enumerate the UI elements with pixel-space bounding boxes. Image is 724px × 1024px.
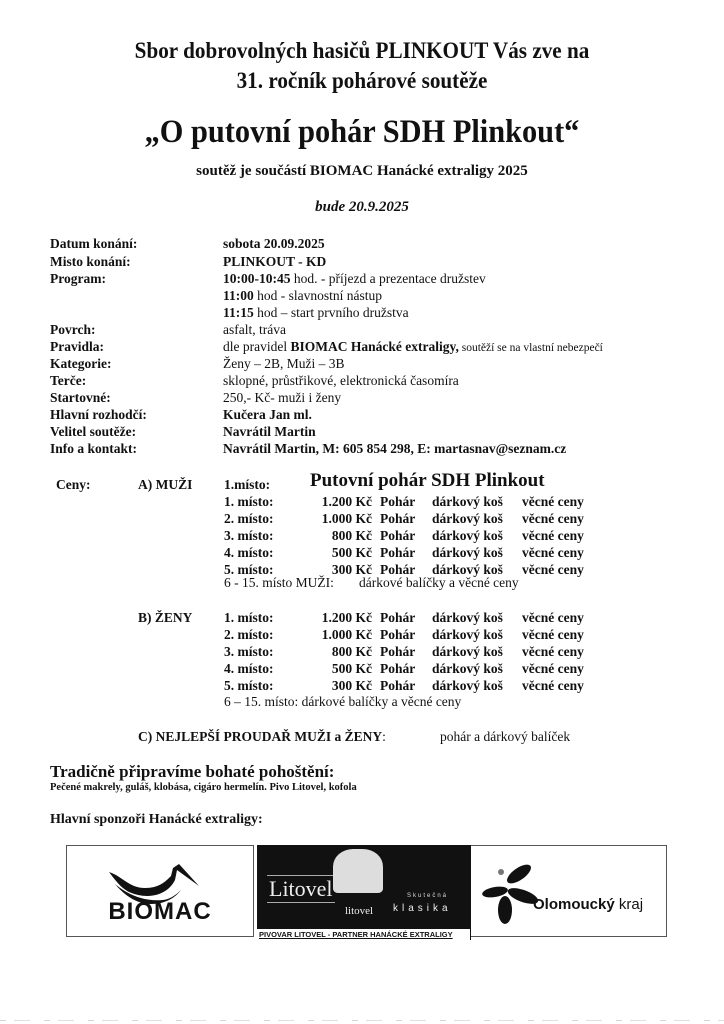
- prize-cup: Pohár: [380, 644, 416, 659]
- program-item: [223, 271, 486, 287]
- prize-gifts: věcné ceny: [522, 610, 584, 625]
- detail-value: Navrátil Martin: [223, 424, 316, 439]
- prize-gifts: věcné ceny: [522, 661, 584, 676]
- program-time: 11:15: [223, 305, 254, 320]
- program-item: [223, 305, 409, 321]
- prizes-label: Ceny:: [56, 477, 91, 492]
- olomouc-bold: Olomoucký: [533, 896, 615, 913]
- prize-place: 3. místo:: [224, 644, 274, 659]
- event-title: „O putovní pohár SDH Plinkout“: [144, 114, 580, 150]
- prize-amount: 500 Kč: [331, 661, 372, 676]
- prize-amount: 1.000 Kč: [321, 627, 372, 642]
- prize-gifts: věcné ceny: [522, 627, 584, 642]
- prize-gifts: věcné ceny: [522, 494, 584, 509]
- first-place-trophy: Putovní pohár SDH Plinkout: [310, 470, 545, 491]
- prize-place: 1. místo:: [224, 494, 274, 509]
- invitation-line-2: 31. ročník pohárové soutěže: [236, 68, 488, 93]
- detail-label: Hlavní rozhodčí:: [50, 407, 147, 422]
- prize-amount: 300 Kč: [331, 678, 372, 693]
- prize-place: 2. místo:: [224, 627, 274, 642]
- event-subtitle: soutěž je součástí BIOMAC Hanácké extraligy 2025: [196, 163, 528, 179]
- refreshments-heading: Tradičně připravíme bohaté pohoštění:: [50, 762, 335, 781]
- detail-label: Startovné:: [50, 390, 111, 405]
- program-item: [223, 288, 382, 304]
- prize-cup: Pohár: [380, 511, 416, 526]
- contact-value: Navrátil Martin, M: 605 854 298, E: martasnav@seznam.cz: [223, 441, 567, 456]
- prize-basket: dárkový koš: [432, 661, 503, 676]
- refreshments-text: Pečené makrely, guláš, klobása, cigáro hermelín. Pivo Litovel, kofola: [50, 782, 357, 793]
- prize-basket: dárkový koš: [432, 610, 503, 625]
- detail-label: Velitel soutěže:: [50, 424, 137, 439]
- prize-basket: dárkový koš: [432, 644, 503, 659]
- prize-basket: dárkový koš: [432, 627, 503, 642]
- detail-value: PLINKOUT - KD: [223, 254, 327, 269]
- prize-amount: 300 Kč: [331, 562, 372, 577]
- prize-amount: 500 Kč: [331, 545, 372, 560]
- event-date: bude 20.9.2025: [315, 199, 409, 215]
- detail-value: sklopné, průstřikové, elektronická časomíra: [223, 373, 459, 388]
- program-text: hod - slavnostní nástup: [253, 288, 383, 303]
- litovel-tagline-top: Skutečná: [407, 893, 449, 899]
- prize-amount: 1.000 Kč: [321, 511, 372, 526]
- prize-amount: 1.200 Kč: [321, 494, 372, 509]
- prize-basket: dárkový koš: [432, 494, 503, 509]
- litovel-logo: [257, 845, 471, 937]
- prize-place: 4. místo:: [224, 661, 274, 676]
- rules-post: soutěží se na vlastní nebezpečí: [458, 342, 603, 354]
- men-rest-label: 6 - 15. místo MUŽI:: [224, 575, 334, 590]
- prize-place: 3. místo:: [224, 528, 274, 543]
- prize-gifts: věcné ceny: [522, 545, 584, 560]
- women-rest: 6 – 15. místo: dárkové balíčky a věcné ceny: [224, 694, 462, 709]
- prize-basket: dárkový koš: [432, 562, 503, 577]
- detail-label: Program:: [50, 271, 106, 286]
- prize-basket: dárkový koš: [432, 528, 503, 543]
- program-time: 10:00-10:45: [223, 271, 291, 286]
- detail-label: Info a kontakt:: [50, 441, 138, 456]
- sponsors-heading: Hlavní sponzoři Hanácké extraligy:: [50, 812, 263, 827]
- men-rest-value: dárkové balíčky a věcné ceny: [359, 575, 519, 590]
- prize-gifts: věcné ceny: [522, 562, 584, 577]
- scan-noise-line: [0, 1020, 724, 1021]
- flower-icon: [479, 856, 539, 926]
- detail-value: asfalt, tráva: [223, 322, 286, 337]
- litovel-footer: PIVOVAR LITOVEL - PARTNER HANÁCKÉ EXTRALIGY: [257, 929, 471, 940]
- prize-cup: Pohár: [380, 661, 416, 676]
- prize-place: 5. místo:: [224, 678, 274, 693]
- prize-gifts: věcné ceny: [522, 678, 584, 693]
- prize-place: 4. místo:: [224, 545, 274, 560]
- olomouc-wordmark: [533, 896, 643, 913]
- prize-cup: Pohár: [380, 545, 416, 560]
- litovel-brand: Litovel: [269, 876, 333, 901]
- prize-place: 5. místo:: [224, 562, 274, 577]
- prize-gifts: věcné ceny: [522, 644, 584, 659]
- detail-value: sobota 20.09.2025: [223, 236, 325, 251]
- prize-place: 2. místo:: [224, 511, 274, 526]
- detail-value: [223, 339, 603, 355]
- prize-gifts: věcné ceny: [522, 528, 584, 543]
- olomouc-region-logo: [471, 845, 667, 937]
- invitation-line-1: Sbor dobrovolných hasičů PLINKOUT Vás zve na: [134, 38, 590, 63]
- biomac-logo: [66, 845, 254, 937]
- prize-cup: Pohár: [380, 627, 416, 642]
- prize-cup: Pohár: [380, 494, 416, 509]
- program-text: hod – start prvního družstva: [253, 305, 409, 320]
- detail-label: Kategorie:: [50, 356, 112, 371]
- men-category-label: A) MUŽI: [138, 477, 193, 492]
- prize-basket: dárkový koš: [432, 545, 503, 560]
- first-place-label: 1.místo:: [224, 477, 271, 492]
- detail-label: Misto konání:: [50, 254, 131, 269]
- rules-bold: BIOMAC Hanácké extraligy,: [290, 339, 459, 354]
- prize-cup: Pohár: [380, 562, 416, 577]
- detail-label: Datum konání:: [50, 236, 138, 251]
- best-operator-label: [138, 729, 386, 745]
- detail-value: 250,- Kč- muži i ženy: [223, 390, 342, 405]
- best-operator-bold: C) NEJLEPŠÍ PROUDAŘ MUŽI a ŽENY: [138, 729, 383, 744]
- prize-amount: 800 Kč: [331, 528, 372, 543]
- detail-label: Terče:: [50, 373, 87, 388]
- prize-basket: dárkový koš: [432, 678, 503, 693]
- prize-place: 1. místo:: [224, 610, 274, 625]
- detail-label: Pravidla:: [50, 339, 104, 354]
- best-operator-prize: pohár a dárkový balíček: [440, 729, 571, 744]
- litovel-tagline: klasika: [393, 903, 452, 914]
- beer-glass-image: [333, 849, 383, 893]
- prize-amount: 800 Kč: [331, 644, 372, 659]
- prize-cup: Pohár: [380, 610, 416, 625]
- prize-cup: Pohár: [380, 678, 416, 693]
- program-text: hod. - příjezd a prezentace družstev: [290, 271, 486, 286]
- detail-label: Povrch:: [50, 322, 96, 337]
- prize-amount: 1.200 Kč: [321, 610, 372, 625]
- program-time: 11:00: [223, 288, 254, 303]
- olomouc-light: kraj: [618, 896, 644, 913]
- rules-pre: dle pravidel: [223, 339, 291, 354]
- litovel-small-brand: litovel: [345, 905, 374, 917]
- prize-gifts: věcné ceny: [522, 511, 584, 526]
- women-category-label: B) ŽENY: [138, 610, 193, 625]
- prize-basket: dárkový koš: [432, 511, 503, 526]
- best-operator-colon: :: [382, 729, 386, 744]
- prize-cup: Pohár: [380, 528, 416, 543]
- detail-value: Ženy – 2B, Muži – 3B: [223, 356, 345, 371]
- biomac-wordmark: BIOMAC: [108, 898, 212, 925]
- detail-value: Kučera Jan ml.: [223, 407, 312, 422]
